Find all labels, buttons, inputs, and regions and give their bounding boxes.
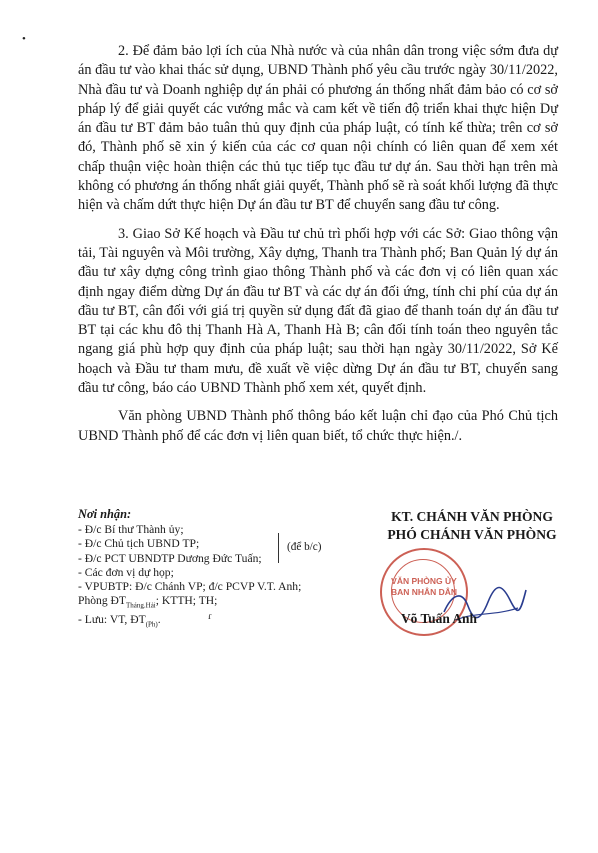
ink-mark: ɾ <box>208 610 212 622</box>
recipient-luu-sub: (Ph) <box>145 620 158 629</box>
recipient-phong: Phòng ĐT <box>78 594 126 608</box>
paragraph-3: 3. Giao Sở Kế hoạch và Đầu tư chủ trì phối hợp với các Sở: Giao thông vận tải, Tài nguyên và Môi trường, Xây dựng, Thanh tra Thành phố; Ban Quản lý dự án đầu tư xây dựng công trình giao thông Thành phố và các đơn vị có liên quan xác định ngay điểm dừng Dự án đầu tư BT và các dự án đối ứng, tính chi phí của dự án đầu tư BT, cân đối với giá trị quyền sử dụng đất đã giao để thanh toán dự án đầu tư BT tại các khu đô thị Thanh Hà A, Thanh Hà B; cân đối tính toán theo nguyên tắc ngang giá phù hợp quy định của pháp luật; sau thời hạn ngày 30/11/2022, Sở Kế hoạch và Đầu tư tham mưu, đề xuất về việc dừng Dự án đầu tư BT, chuyển sang đầu tư công, báo cáo UBND Thành phố xem xét, quyết định. <box>78 225 558 397</box>
brace-note: (để b/c) <box>287 541 322 553</box>
recipient-luu-tail: . <box>157 612 161 626</box>
recipient-item <box>78 613 378 632</box>
signature-block <box>362 508 582 544</box>
recipient-item: - Đ/c PCT UBNDTP Dương Đức Tuấn; <box>78 551 262 565</box>
recipients-block <box>78 507 378 631</box>
signature-title-1: KT. CHÁNH VĂN PHÒNG <box>391 509 553 524</box>
signer-name: Võ Tuấn Anh <box>401 611 477 626</box>
recipient-item: - Đ/c Chủ tịch UBND TP; <box>78 537 200 551</box>
paragraph-closing: Văn phòng UBND Thành phố thông báo kết luận chỉ đạo của Phó Chủ tịch UBND Thành phố để các đơn vị liên quan biết, tổ chức thực hiện./. <box>78 408 558 444</box>
recipient-luu: - Lưu: VT, ĐT <box>78 612 146 626</box>
recipient-phong-tail: ; KTTH; TH; <box>155 594 218 608</box>
paragraph-2: 2. Để đảm bảo lợi ích của Nhà nước và của nhân dân trong việc sớm đưa dự án đầu tư vào khai thác sử dụng, UBND Thành phố yêu cầu trước ngày 30/11/2022, Nhà đầu tư và Doanh nghiệp dự án phải có phương án thống nhất đảm bảo có cơ sở pháp lý để giải quyết các vướng mắc và cam kết về tiến độ triển khai thực hiện Dự án đầu tư BT đảm bảo tuân thủ quy định của pháp luật, có tính kế thừa; trên cơ sở đó, Thành phố sẽ xin ý kiến của các cơ quan nội chính có liên quan để xem xét chấp thuận việc hoàn thiện các thủ tục tiếp tục đầu tư dự án. Sau thời hạn trên mà không có phương án thống nhất giải quyết, Thành phố sẽ rà soát khối lượng đã thực hiện và chấm dứt thực hiện Dự án đầu tư BT để chuyển sang đầu tư công. <box>78 43 558 214</box>
recipients-list <box>78 523 378 631</box>
recipients-title: Nơi nhận: <box>78 507 132 521</box>
recipient-item: - Đ/c Bí thư Thành ủy; <box>78 523 184 537</box>
recipient-item: - VPUBTP: Đ/c Chánh VP; đ/c PCVP V.T. Anh; <box>78 580 302 594</box>
recipient-item <box>78 594 378 613</box>
recipient-item: - Các đơn vị dự họp; <box>78 565 174 579</box>
margin-mark: • <box>22 33 26 45</box>
signature-title-2: PHÓ CHÁNH VĂN PHÒNG <box>387 527 557 542</box>
brace-divider <box>278 533 287 563</box>
recipient-phong-sub: Tháng.Hải <box>126 601 156 610</box>
stamp-text: VĂN PHÒNG ỦY BAN NHÂN DÂN <box>390 576 458 597</box>
document-body <box>78 42 558 446</box>
